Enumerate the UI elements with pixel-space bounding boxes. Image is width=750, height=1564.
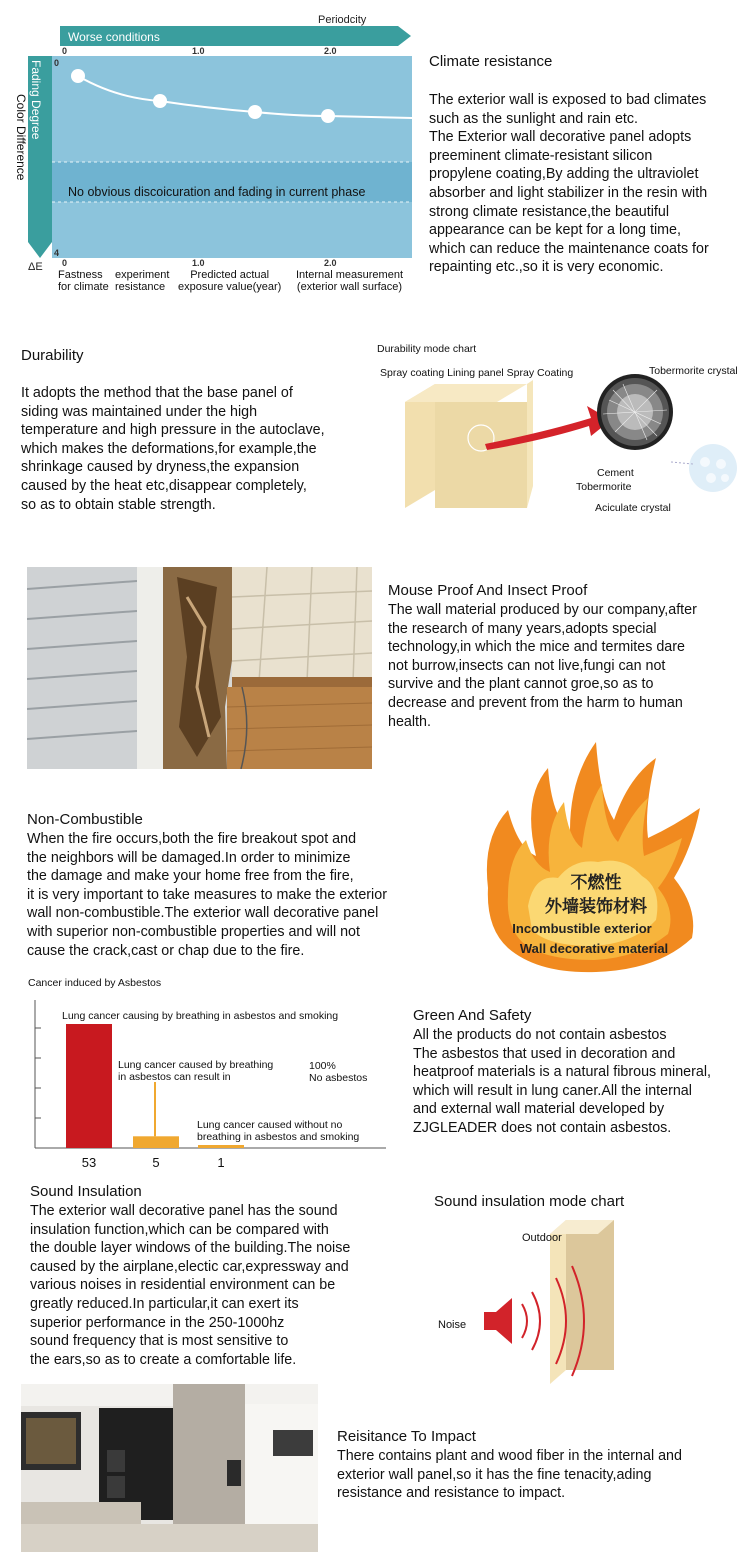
chart-note: No obvious discoicuration and fading in current phase xyxy=(68,185,366,199)
outdoor-label: Outdoor xyxy=(522,1232,562,1244)
top-tick-1: 1.0 xyxy=(192,46,205,56)
fire-text-cn-2: 外墙装饰材料 xyxy=(545,897,647,916)
bottom-tick-2: 2.0 xyxy=(324,258,337,268)
y-tick-top: 0 xyxy=(54,58,60,68)
climate-chart xyxy=(6,10,418,302)
value-label-2: 5 xyxy=(152,1155,160,1170)
wall-artwork xyxy=(273,1430,313,1456)
y-label-fading: Fading Degree xyxy=(29,60,43,140)
cement-label: Cement xyxy=(597,467,634,479)
top-banner-text: Worse conditions xyxy=(68,30,160,44)
category-label-1: Lung cancer causing by breathing in asbestos and smoking xyxy=(62,1010,339,1022)
x-label-experiment: experiment resistance xyxy=(115,269,170,293)
sound-chart-title: Sound insulation mode chart xyxy=(434,1193,625,1210)
delta-e-label: ΔE xyxy=(28,261,43,273)
annotation-noasb: No asbestos xyxy=(309,1072,368,1084)
value-label-3: 1 xyxy=(217,1155,225,1170)
bar-3 xyxy=(198,1145,244,1148)
panel-side xyxy=(405,384,435,508)
panel-front xyxy=(435,402,527,508)
bar-2 xyxy=(133,1136,179,1148)
durability-chart-title: Durability mode chart xyxy=(377,343,477,355)
mouse-proof-text: The wall material produced by our company,after the research of many years,adopts special technology,in which the mice and termites dare not burrow,insects can not live,fungi can not survive and the plant cannot groe,so as to decrease and prevent from the harm to human health. xyxy=(388,602,697,730)
termite-damage-photo xyxy=(27,567,372,769)
sound-insulation-title: Sound Insulation xyxy=(30,1183,142,1200)
green-safety-text: All the products do not contain asbestos The asbestos that used in decoration and heatproof materials is a natural fibrous mineral, which will result in lung caner.All the internal and external wall material developed by ZJGLEADER does not contain asbestos. xyxy=(413,1027,711,1136)
bottom-tick-0: 0 xyxy=(62,258,68,268)
durability-chart xyxy=(375,340,747,518)
chart-background xyxy=(52,56,412,258)
climate-title: Climate resistance xyxy=(429,53,553,70)
asbestos-bar-chart xyxy=(22,970,394,1178)
category-label-2a: Lung cancer caused by breathing xyxy=(118,1059,274,1071)
y-label-color-diff: Color Difference xyxy=(14,94,28,181)
category-label-3a: Lung cancer caused without no xyxy=(197,1119,343,1131)
annotation-pct: 100% xyxy=(309,1060,336,1072)
y-tick-bottom: 4 xyxy=(54,248,60,258)
noise-speaker xyxy=(484,1312,496,1330)
curve-point xyxy=(71,69,85,83)
curve-point xyxy=(248,105,262,119)
sound-insulation-text: The exterior wall decorative panel has the sound insulation function,which can be compared with the double layer windows of the building.The noise caused by the airplane,electic car,expressway and various noises in residential environment can be greatly reduced.In particular,it can exert its superior performance in the 250-1000hz sound frequency that is most sensitive to the ears,so as to create a comfortable life. xyxy=(30,1203,351,1368)
fire-text-en-2: Wall decorative material xyxy=(519,941,669,956)
aciculate-crystal-circle xyxy=(689,444,737,492)
x-label-predicted: Predicted actual exposure value(year) xyxy=(178,269,282,293)
fire-hand-image xyxy=(478,738,712,974)
wall-panel-front xyxy=(566,1220,614,1370)
siding-boards xyxy=(27,567,137,769)
bar-1 xyxy=(66,1024,112,1148)
durability-text: It adopts the method that the base panel of siding was maintained under the high temperature and high pressure in the autoclave, which makes the deformations,for example,the shrinkage caused by dryness,the expansion caused by the heat etc,disappear completely, so as to obtain stable strength. xyxy=(21,385,325,513)
top-tick-0: 0 xyxy=(62,46,68,56)
concrete-wall xyxy=(173,1384,245,1526)
counter xyxy=(21,1502,141,1524)
value-label-1: 53 xyxy=(81,1155,97,1170)
aciculate-label: Aciculate crystal xyxy=(595,502,671,514)
impact-text: There contains plant and wood fiber in the internal and exterior wall panel,so it has the fine tenacity,ading resistance and resistance to impact. xyxy=(337,1448,682,1502)
interior-photo xyxy=(21,1384,318,1552)
fire-text-cn-1: 不燃性 xyxy=(570,873,622,892)
panel-top xyxy=(405,384,527,402)
non-combustible-text: When the fire occurs,both the fire breakout spot and the neighbors will be damaged.In order to minimize the damage and make your home free from the fire, it is very important to take measures to make the exterior wall non-combustible.The exterior wall decorative panel with superior non-combustible properties and will not cause the crack,cast or chap due to the fire. xyxy=(27,831,387,959)
green-safety-title: Green And Safety xyxy=(413,1007,532,1024)
bottom-tick-1: 1.0 xyxy=(192,258,205,268)
tobermorite-crystal-label: Tobermorite crystal xyxy=(649,365,738,377)
climate-text: The exterior wall is exposed to bad climates such as the sunlight and rain etc. The Exterior wall decorative panel adopts preeminent climate-resistant silicon propylene coating,By adding the ultraviolet absorber and light stabilizer in the resin with strong climate resistance,the beautiful appearance can be kept for a long time, which can reduce the maintenance coats for repainting etc.,so it is very economic. xyxy=(429,92,709,276)
category-label-2b: in asbestos can result in xyxy=(118,1071,231,1083)
periodicity-label: Periodcity xyxy=(318,14,367,26)
fire-text-en-1: Incombustible exterior xyxy=(512,921,652,936)
impact-title: Reisitance To Impact xyxy=(337,1428,476,1445)
asbestos-chart-title: Cancer induced by Asbestos xyxy=(28,977,162,989)
mouse-proof-title: Mouse Proof And Insect Proof xyxy=(388,582,588,599)
durability-title: Durability xyxy=(21,347,84,364)
curve-point xyxy=(153,94,167,108)
layer-labels: Spray coating Lining panel Spray Coating xyxy=(380,367,574,379)
floor xyxy=(21,1524,318,1552)
sound-insulation-chart xyxy=(428,1186,672,1390)
x-label-fastness: Fastness for climate xyxy=(58,269,109,293)
category-label-3b: breathing in asbestos and smoking xyxy=(197,1131,360,1143)
x-label-internal: Internal measurement (exterior wall surface) xyxy=(296,269,403,293)
non-combustible-title: Non-Combustible xyxy=(27,811,143,828)
curve-point xyxy=(321,109,335,123)
tobermorite-label: Tobermorite xyxy=(576,481,632,493)
noise-label: Noise xyxy=(438,1319,467,1331)
top-tick-2: 2.0 xyxy=(324,46,337,56)
